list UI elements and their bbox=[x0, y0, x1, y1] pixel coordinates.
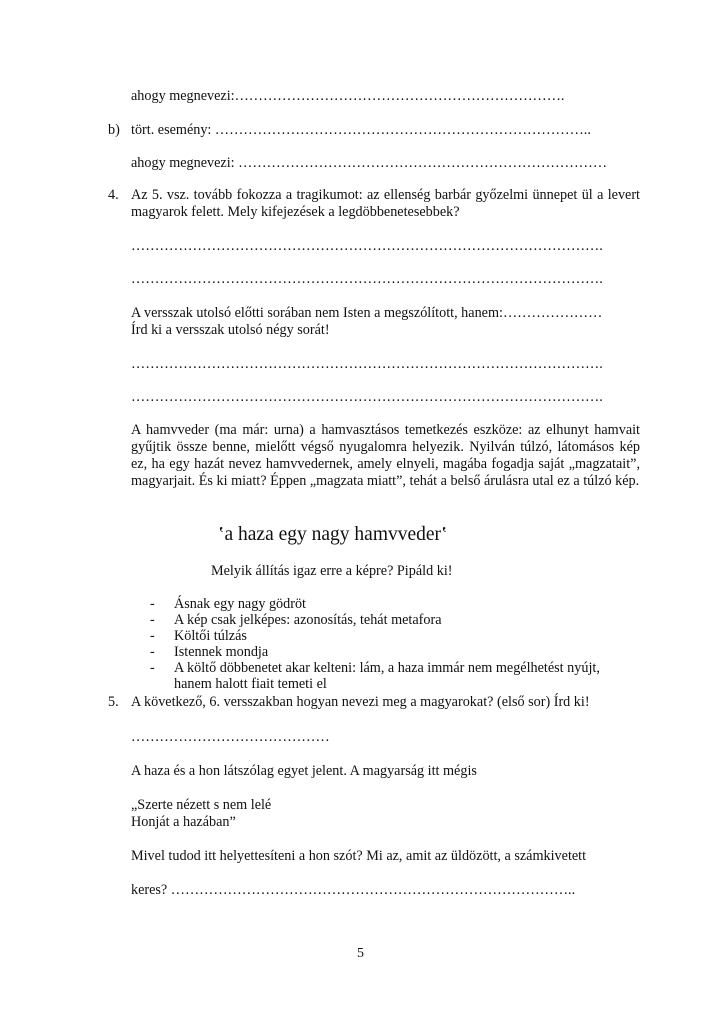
option-item: Költői túlzás bbox=[174, 628, 247, 644]
hon-question-line-1: Mivel tudod itt helyettesíteni a hon szót? Mi az, amit az üldözött, a számkivetett bbox=[131, 848, 587, 864]
choice-prompt: Melyik állítás igaz erre a képre? Pipáld ki! bbox=[211, 563, 453, 579]
item-b-marker: b) bbox=[108, 122, 120, 138]
write-out-instruction: Írd ki a versszak utolsó négy sorát! bbox=[131, 322, 330, 338]
question-5-number: 5. bbox=[108, 694, 119, 710]
option-item: A kép csak jelképes: azonosítás, tehát metafora bbox=[174, 612, 442, 628]
option-item: Istennek mondja bbox=[174, 644, 269, 660]
option-marker: - bbox=[150, 612, 155, 628]
quote-heading: ‛a haza egy nagy hamvveder‛ bbox=[218, 524, 448, 545]
option-marker: - bbox=[150, 628, 155, 644]
addressed-question-line: A versszak utolsó előtti sorában nem Isten a megszólított, hanem:………………… bbox=[131, 305, 603, 321]
option-item: Ásnak egy nagy gödröt bbox=[174, 596, 306, 612]
answer-line: ………………………………………………………………………………………. bbox=[131, 271, 603, 287]
option-item: A költő döbbenetet akar kelteni: lám, a haza immár nem megélhetést nyújt, hanem halott fiait temeti el bbox=[174, 660, 600, 692]
poem-quote-line-1: „Szerte nézett s nem lelé bbox=[131, 797, 272, 813]
question-4-number: 4. bbox=[108, 187, 119, 203]
question-5-text: A következő, 6. versszakban hogyan nevezi meg a magyarokat? (első sor) Írd ki! bbox=[131, 694, 590, 710]
question-4-text: Az 5. vsz. tovább fokozza a tragikumot: az ellenség barbár győzelmi ünnepet ül a levert magyarok felett. Mely kifejezések a legdöbbenetesebbek? bbox=[131, 187, 640, 220]
answer-line: ………………………………………………………………………………………. bbox=[131, 356, 603, 372]
option-marker: - bbox=[150, 596, 155, 612]
hon-question-line-2: keres? ………………………………………………………………………….. bbox=[131, 882, 576, 898]
hamvveder-explanation: A hamvveder (ma már: urna) a hamvasztásos temetkezés eszköze: az elhunyt hamvait gyűjtik össze benne, mielőtt végső nyugalomra helyezik. Nyilván túlzó, látomásos kép ez, ha egy hazát nevez hamvvedernek, amely elnyeli, magába fogadja saját „magzatait”, magyarjait. És ki miatt? Éppen „magzata miatt”, tehát a belső árulásra utal ez a túlzó kép. bbox=[131, 422, 640, 489]
item-b-naming-line: ahogy megnevezi: …………………………………………………………………… bbox=[131, 155, 608, 171]
item-b-event-line: tört. esemény: …………………………………………………………………….. bbox=[131, 122, 591, 138]
answer-line: ………………………………………………………………………………………. bbox=[131, 238, 603, 254]
page-number: 5 bbox=[357, 946, 364, 961]
poem-quote-line-2: Honját a hazában” bbox=[131, 814, 236, 830]
haza-hon-statement: A haza és a hon látszólag egyet jelent. A magyarság itt mégis bbox=[131, 763, 477, 779]
option-marker: - bbox=[150, 660, 155, 676]
answer-line: ………………………………………………………………………………………. bbox=[131, 389, 603, 405]
answer-line: …………………………………… bbox=[131, 729, 330, 745]
item-a-naming-line: ahogy megnevezi:……………………………………………………………. bbox=[131, 88, 565, 104]
option-marker: - bbox=[150, 644, 155, 660]
